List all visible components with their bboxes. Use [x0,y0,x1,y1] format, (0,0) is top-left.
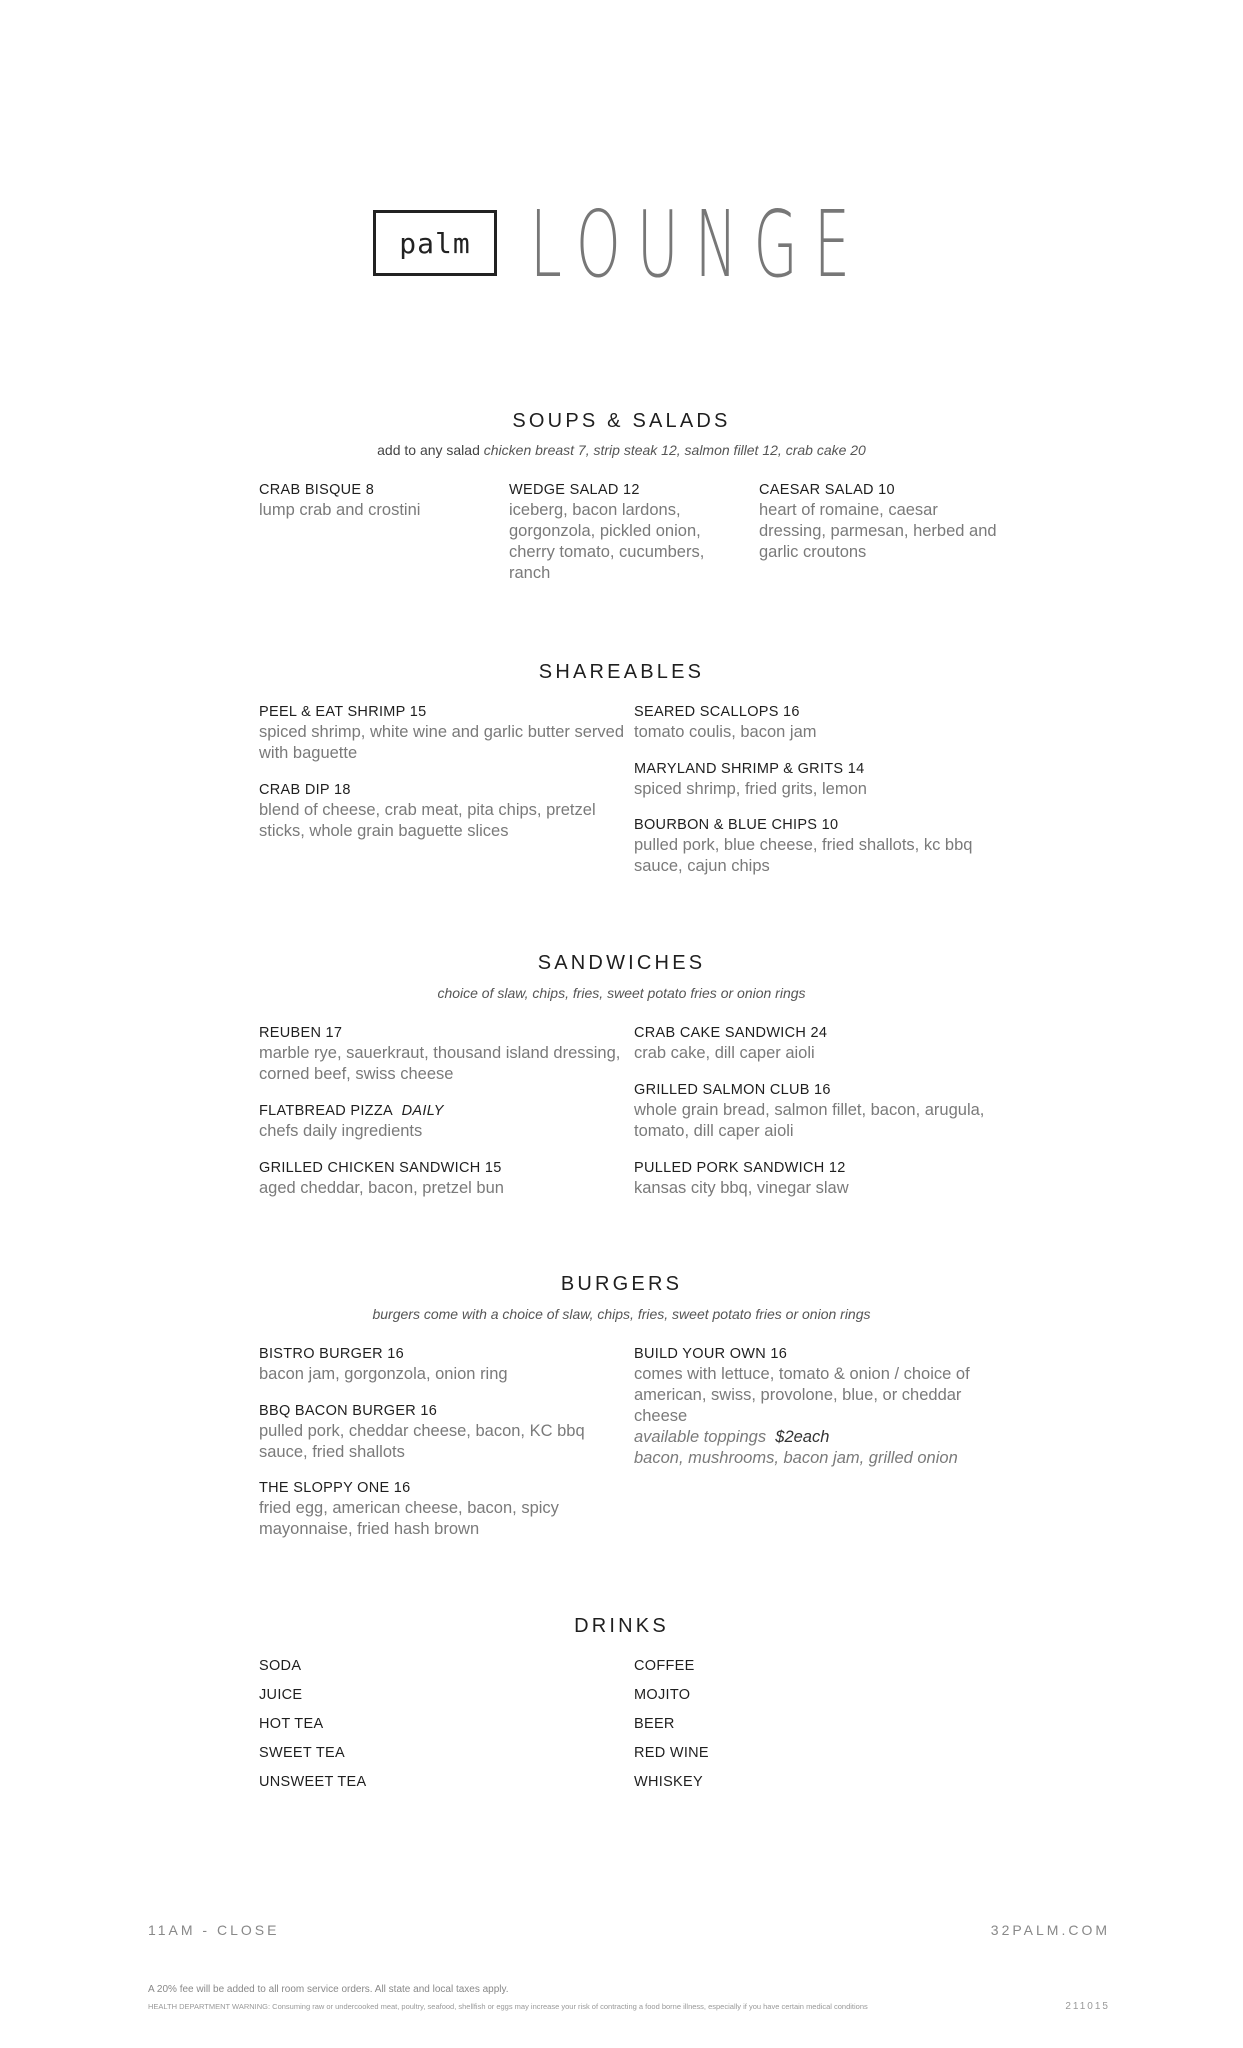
item-desc: comes with lettuce, tomato & onion / choice of american, swiss, provolone, blue, or cheddar cheese [634,1365,970,1425]
item-desc: tomato coulis, bacon jam [634,723,817,741]
item-desc: whole grain bread, salmon fillet, bacon, arugula, tomato, dill caper aioli [634,1101,985,1140]
item-price: DAILY [401,1103,444,1119]
item-name: WEDGE SALAD 12 [509,482,640,498]
item-name: CAESAR SALAD 10 [759,482,895,498]
item-desc: chefs daily ingredients [259,1122,423,1140]
menu-item [259,1401,629,1463]
menu-item [634,1023,1004,1064]
item-name: CRAB DIP 18 [259,782,351,798]
item-desc: fried egg, american cheese, bacon, spicy mayonnaise, fried hash brown [259,1499,559,1538]
soups-addon-note [0,442,1243,458]
menu-item [634,815,1004,877]
item-name [259,1101,629,1121]
item-name: BUILD YOUR OWN 16 [634,1346,788,1362]
item-name: CRAB BISQUE 8 [259,482,375,498]
menu-item [259,480,474,521]
menu-item [259,780,629,842]
item-name: MARYLAND SHRIMP & GRITS 14 [634,761,865,777]
drink-item: BEER [634,1716,675,1732]
menu-item [634,1158,1004,1199]
toppings-line [634,1427,1009,1448]
item-desc: marble rye, sauerkraut, thousand island dressing, corned beef, swiss cheese [259,1044,621,1083]
item-desc: heart of romaine, caesar dressing, parmesan, herbed and garlic croutons [759,501,997,561]
item-name: THE SLOPPY ONE 16 [259,1480,411,1496]
page-title: LOUNGE [530,191,867,298]
item-desc: iceberg, bacon lardons, gorgonzola, pickled onion, cherry tomato, cucumbers, ranch [509,501,705,582]
drink-item: WHISKEY [634,1774,703,1790]
website-link[interactable]: 32PALM.COM [990,1922,1110,1938]
section-title-sandwiches: SANDWICHES [537,952,706,974]
item-desc: spiced shrimp, white wine and garlic butter served with baguette [259,723,625,762]
burgers-subtitle: burgers come with a choice of slaw, chips, fries, sweet potato fries or onion rings [372,1306,871,1322]
hours: 11AM - CLOSE [148,1922,280,1938]
item-name: BBQ BACON BURGER 16 [259,1403,438,1419]
menu-item [259,702,629,764]
item-desc: lump crab and crostini [259,501,421,519]
item-name: PULLED PORK SANDWICH 12 [634,1160,846,1176]
item-name: PEEL & EAT SHRIMP 15 [259,704,427,720]
item-desc: bacon jam, gorgonzola, onion ring [259,1365,508,1383]
item-name: CRAB CAKE SANDWICH 24 [634,1025,828,1041]
health-warning: HEALTH DEPARTMENT WARNING: Consuming raw or undercooked meat, poultry, seafood, shellfish or eggs may increase your risk of contracting a food borne illness, especially if you have certain medical conditions [148,2002,868,2011]
item-desc: crab cake, dill caper aioli [634,1044,815,1062]
toppings-list: bacon, mushrooms, bacon jam, grilled onion [634,1449,958,1467]
drink-item: MOJITO [634,1687,691,1703]
item-name: GRILLED SALMON CLUB 16 [634,1082,831,1098]
menu-item [259,1344,629,1385]
drink-item: UNSWEET TEA [259,1774,367,1790]
item-desc: pulled pork, cheddar cheese, bacon, KC bbq sauce, fried shallots [259,1422,585,1461]
menu-item-build-your-own [634,1344,1009,1469]
item-desc: pulled pork, blue cheese, fried shallots, kc bbq sauce, cajun chips [634,836,973,875]
menu-code: 211015 [1065,2001,1110,2012]
item-name: BOURBON & BLUE CHIPS 10 [634,817,839,833]
menu-item [259,1101,629,1142]
menu-item [509,480,734,584]
toppings-price: $2each [775,1428,830,1446]
menu-item [634,759,1004,800]
item-desc: kansas city bbq, vinegar slaw [634,1179,849,1197]
item-name: GRILLED CHICKEN SANDWICH 15 [259,1160,502,1176]
logo-text: palm [399,226,471,260]
drink-item: RED WINE [634,1745,709,1761]
menu-item [759,480,999,563]
menu-item [259,1478,629,1540]
menu-item [634,702,1004,743]
addon-label: add to any salad [377,442,480,458]
item-desc: blend of cheese, crab meat, pita chips, pretzel sticks, whole grain baguette slices [259,801,596,840]
palm-logo [373,210,497,276]
section-title-burgers: BURGERS [560,1273,683,1295]
section-title-soups: SOUPS & SALADS [512,410,731,432]
menu-item [634,1080,1004,1142]
drink-item: HOT TEA [259,1716,324,1732]
addon-options: chicken breast 7, strip steak 12, salmon fillet 12, crab cake 20 [483,442,866,458]
item-desc: spiced shrimp, fried grits, lemon [634,780,867,798]
drink-item: COFFEE [634,1658,695,1674]
drink-item: JUICE [259,1687,303,1703]
item-name: REUBEN 17 [259,1025,343,1041]
item-name: BISTRO BURGER 16 [259,1346,404,1362]
item-name: SEARED SCALLOPS 16 [634,704,800,720]
section-title-shareables: SHAREABLES [538,661,705,683]
item-desc: aged cheddar, bacon, pretzel bun [259,1179,504,1197]
section-title-drinks: DRINKS [574,1615,669,1637]
item-name-text: FLATBREAD PIZZA [259,1103,393,1119]
menu-item [259,1023,629,1085]
toppings-label: available toppings [634,1428,767,1446]
sandwiches-subtitle: choice of slaw, chips, fries, sweet potato fries or onion rings [437,985,806,1001]
menu-item [259,1158,629,1199]
drink-item: SODA [259,1658,302,1674]
fee-note: A 20% fee will be added to all room service orders. All state and local taxes apply. [148,1984,509,1995]
drink-item: SWEET TEA [259,1745,345,1761]
